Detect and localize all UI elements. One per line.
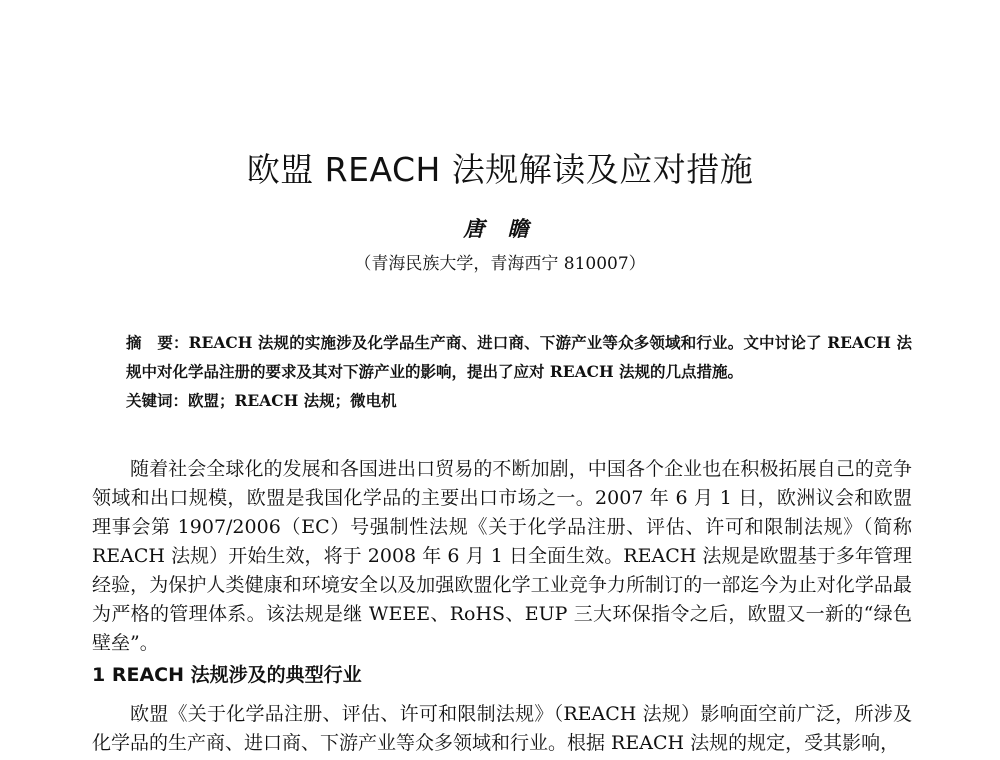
keywords-line bbox=[92, 386, 912, 415]
section-1-heading: 1 REACH 法规涉及的典型行业 bbox=[92, 664, 362, 686]
section-1-paragraph: 欧盟《关于化学品注册、评估、许可和限制法规》（REACH 法规）影响面空前广泛，所涉及化学品的生产商、进口商、下游产业等众多领域和行业。根据 REACH 法规的规定，受其影响， bbox=[92, 703, 912, 754]
author-affiliation: （青海民族大学，青海西宁 810007） bbox=[354, 254, 646, 274]
paper-title: 欧盟 REACH 法规解读及应对措施 bbox=[246, 150, 754, 189]
keywords-label: 关键词： bbox=[126, 391, 189, 410]
author-name: 唐 瞻 bbox=[463, 216, 537, 241]
section-1-body bbox=[92, 700, 912, 758]
abstract-block bbox=[92, 328, 912, 415]
keywords-text: 欧盟；REACH 法规；微电机 bbox=[188, 391, 397, 410]
intro-section bbox=[92, 455, 912, 658]
abstract-paragraph bbox=[92, 328, 912, 386]
abstract-label: 摘 要： bbox=[126, 333, 189, 352]
abstract-text: REACH 法规的实施涉及化学品生产商、进口商、下游产业等众多领域和行业。文中讨论了 REACH 法规中对化学品注册的要求及其对下游产业的影响，提出了应对 REACH 法规的几点措施。 bbox=[126, 333, 912, 381]
intro-paragraph: 随着社会全球化的发展和各国进出口贸易的不断加剧，中国各个企业也在积极拓展自己的竞争领域和出口规模，欧盟是我国化学品的主要出口市场之一。2007 年 6 月 1 日，欧洲议会和欧盟理事会第 1907/2006（EC）号强制性法规《关于化学品注册、评估、许可和限制法规》（简称 REACH 法规）开始生效，将于 2008 年 6 月 1 日全面生效。REACH 法规是欧盟基于多年管理经验，为保护人类健康和环境安全以及加强欧盟化学工业竞争力所制订的一部迄今为止对化学品最为严格的管理体系。该法规是继 WEEE、RoHS、EUP 三大环保指令之后，欧盟又一新的“绿色壁垒”。 bbox=[92, 458, 912, 654]
